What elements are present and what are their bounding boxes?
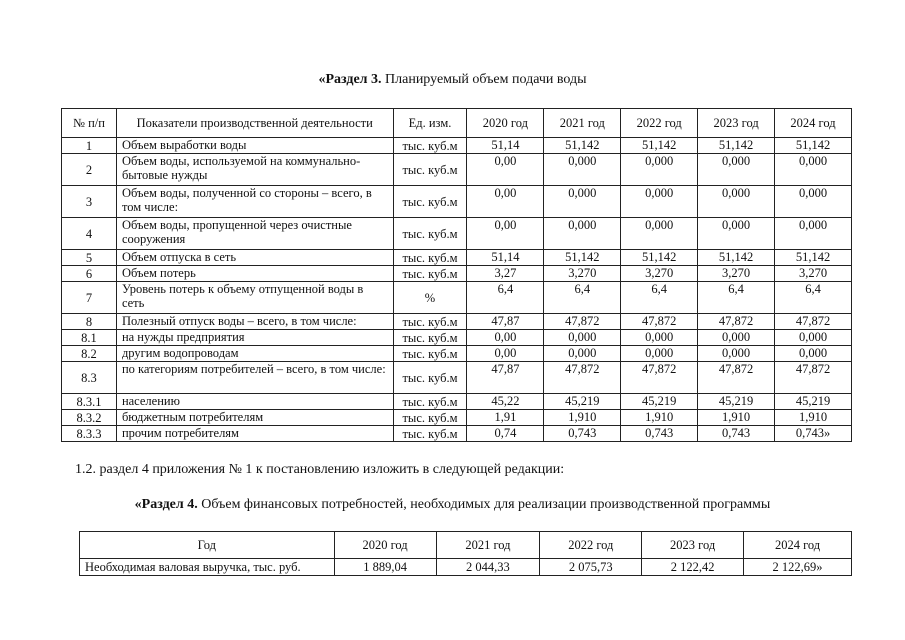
cell-value: 47,872 [775, 314, 852, 330]
indicator-name: Полезный отпуск воды – всего, в том числе: [116, 314, 393, 330]
cell-value: 0,000 [621, 186, 698, 218]
cell-value: 2 122,69» [744, 559, 852, 576]
cell-value: 45,22 [467, 394, 544, 410]
col-header: 2024 год [775, 109, 852, 138]
cell-value: 3,270 [698, 266, 775, 282]
cell-value: 47,872 [544, 314, 621, 330]
indicator-name: Объем воды, полученной со стороны – всего, в том числе: [116, 186, 393, 218]
section4-title [0, 497, 905, 513]
table-row [62, 250, 852, 266]
cell-value: 2 044,33 [436, 559, 540, 576]
cell-value: 0,00 [467, 154, 544, 186]
indicator-name: населению [116, 394, 393, 410]
row-number: 1 [62, 138, 117, 154]
unit-cell: тыс. куб.м [393, 410, 467, 426]
table-row [62, 394, 852, 410]
row-number: 5 [62, 250, 117, 266]
col-header: 2022 год [621, 109, 698, 138]
cell-value: 51,142 [698, 138, 775, 154]
col-header: 2023 год [698, 109, 775, 138]
cell-value: 0,000 [698, 330, 775, 346]
section3-title [0, 72, 905, 88]
indicator-name: бюджетным потребителям [116, 410, 393, 426]
cell-value: 0,000 [698, 154, 775, 186]
table-row [62, 410, 852, 426]
section4-title-rest: Объем финансовых потребностей, необходимых для реализации производственной программы [197, 497, 771, 512]
indicator-name: Объем воды, используемой на коммунально-бытовые нужды [116, 154, 393, 186]
cell-value: 2 122,42 [642, 559, 744, 576]
unit-cell: тыс. куб.м [393, 330, 467, 346]
cell-value: 51,142 [621, 250, 698, 266]
indicator-name: Объем воды, пропущенной через очистные сооружения [116, 218, 393, 250]
cell-value: 6,4 [544, 282, 621, 314]
cell-value: 0,000 [544, 154, 621, 186]
indicator-name: Уровень потерь к объему отпущенной воды в сеть [116, 282, 393, 314]
col-header: 2022 год [540, 532, 642, 559]
table-row [62, 266, 852, 282]
section3-title-bold: «Раздел 3. [318, 72, 382, 87]
cell-value: 45,219 [775, 394, 852, 410]
cell-value: 1,910 [621, 410, 698, 426]
indicator-name: Объем отпуска в сеть [116, 250, 393, 266]
cell-value: 0,74 [467, 426, 544, 442]
cell-value: 0,000 [698, 186, 775, 218]
table-row [62, 362, 852, 394]
cell-value: 0,743 [698, 426, 775, 442]
cell-value: 0,00 [467, 186, 544, 218]
financial-needs-table [79, 531, 852, 576]
cell-value: 0,743 [544, 426, 621, 442]
unit-cell: тыс. куб.м [393, 314, 467, 330]
cell-value: 0,000 [544, 218, 621, 250]
section4-title-bold: «Раздел 4. [134, 497, 198, 512]
cell-value: 47,872 [698, 362, 775, 394]
row-number: 8.3.2 [62, 410, 117, 426]
cell-value: 47,872 [775, 362, 852, 394]
cell-value: 0,000 [698, 218, 775, 250]
unit-cell: тыс. куб.м [393, 138, 467, 154]
water-supply-table [61, 108, 852, 442]
table-row [62, 218, 852, 250]
row-number: 8.3 [62, 362, 117, 394]
cell-value: 3,27 [467, 266, 544, 282]
col-header: 2021 год [544, 109, 621, 138]
row-number: 8.3.1 [62, 394, 117, 410]
cell-value: 0,000 [775, 218, 852, 250]
cell-value: 6,4 [698, 282, 775, 314]
row-number: 6 [62, 266, 117, 282]
table-row [62, 314, 852, 330]
cell-value: 0,000 [775, 330, 852, 346]
cell-value: 0,000 [698, 346, 775, 362]
cell-value: 0,00 [467, 330, 544, 346]
cell-value: 0,743» [775, 426, 852, 442]
table-header-row [80, 532, 852, 559]
indicator-name: прочим потребителям [116, 426, 393, 442]
cell-value: 0,000 [775, 346, 852, 362]
cell-value: 0,743 [621, 426, 698, 442]
cell-value: 2 075,73 [540, 559, 642, 576]
row-number: 8.1 [62, 330, 117, 346]
cell-value: 6,4 [467, 282, 544, 314]
row-number: 4 [62, 218, 117, 250]
unit-cell: тыс. куб.м [393, 346, 467, 362]
cell-value: 51,142 [775, 138, 852, 154]
row-number: 7 [62, 282, 117, 314]
cell-value: 47,872 [621, 362, 698, 394]
cell-value: 47,872 [544, 362, 621, 394]
table-row [62, 282, 852, 314]
row-number: 8.2 [62, 346, 117, 362]
unit-cell: % [393, 282, 467, 314]
unit-cell: тыс. куб.м [393, 394, 467, 410]
table-body [62, 138, 852, 442]
cell-value: 0,000 [775, 186, 852, 218]
cell-value: 51,142 [698, 250, 775, 266]
cell-value: 47,872 [621, 314, 698, 330]
cell-value: 0,000 [544, 330, 621, 346]
cell-value: 1,910 [544, 410, 621, 426]
row-number: 2 [62, 154, 117, 186]
col-header: 2021 год [436, 532, 540, 559]
indicator-name: Объем выработки воды [116, 138, 393, 154]
cell-value: 0,000 [621, 154, 698, 186]
cell-value: 0,000 [544, 346, 621, 362]
col-header: Год [80, 532, 335, 559]
col-header: № п/п [62, 109, 117, 138]
cell-value: 1 889,04 [334, 559, 436, 576]
col-header: 2023 год [642, 532, 744, 559]
cell-value: 51,142 [621, 138, 698, 154]
unit-cell: тыс. куб.м [393, 186, 467, 218]
table-row [62, 138, 852, 154]
cell-value: 1,91 [467, 410, 544, 426]
cell-value: 0,000 [621, 346, 698, 362]
cell-value: 47,87 [467, 314, 544, 330]
indicator-name: на нужды предприятия [116, 330, 393, 346]
col-header: 2020 год [334, 532, 436, 559]
cell-value: 0,000 [621, 218, 698, 250]
cell-value: 0,000 [621, 330, 698, 346]
table-row [62, 426, 852, 442]
unit-cell: тыс. куб.м [393, 218, 467, 250]
unit-cell: тыс. куб.м [393, 426, 467, 442]
cell-value: 45,219 [698, 394, 775, 410]
cell-value: 0,00 [467, 218, 544, 250]
cell-value: 1,910 [775, 410, 852, 426]
col-header: 2024 год [744, 532, 852, 559]
table-header-row [62, 109, 852, 138]
row-number: 8.3.3 [62, 426, 117, 442]
table-row [62, 346, 852, 362]
cell-value: 47,872 [698, 314, 775, 330]
cell-value: 51,142 [775, 250, 852, 266]
col-header: Ед. изм. [393, 109, 467, 138]
cell-value: 45,219 [621, 394, 698, 410]
cell-value: 6,4 [621, 282, 698, 314]
indicator-name: другим водопроводам [116, 346, 393, 362]
unit-cell: тыс. куб.м [393, 154, 467, 186]
cell-value: 45,219 [544, 394, 621, 410]
indicator-name: по категориям потребителей – всего, в том числе: [116, 362, 393, 394]
cell-value: 0,000 [544, 186, 621, 218]
table-row [62, 154, 852, 186]
table-row [62, 186, 852, 218]
cell-value: 51,142 [544, 138, 621, 154]
cell-value: 0,00 [467, 346, 544, 362]
row-number: 3 [62, 186, 117, 218]
unit-cell: тыс. куб.м [393, 362, 467, 394]
cell-value: 0,000 [775, 154, 852, 186]
cell-value: 1,910 [698, 410, 775, 426]
cell-value: 3,270 [544, 266, 621, 282]
unit-cell: тыс. куб.м [393, 266, 467, 282]
table-row [80, 559, 852, 576]
cell-value: 47,87 [467, 362, 544, 394]
row-number: 8 [62, 314, 117, 330]
indicator-name: Объем потерь [116, 266, 393, 282]
cell-value: 51,142 [544, 250, 621, 266]
cell-value: 3,270 [621, 266, 698, 282]
col-header: Показатели производственной деятельности [116, 109, 393, 138]
table-row [62, 330, 852, 346]
cell-value: 51,14 [467, 250, 544, 266]
paragraph-text: 1.2. раздел 4 приложения № 1 к постановлению изложить в следующей редакции: [75, 462, 565, 477]
section3-title-rest: Планируемый объем подачи воды [381, 72, 587, 87]
row-label: Необходимая валовая выручка, тыс. руб. [80, 559, 335, 576]
cell-value: 51,14 [467, 138, 544, 154]
cell-value: 3,270 [775, 266, 852, 282]
cell-value: 6,4 [775, 282, 852, 314]
col-header: 2020 год [467, 109, 544, 138]
unit-cell: тыс. куб.м [393, 250, 467, 266]
